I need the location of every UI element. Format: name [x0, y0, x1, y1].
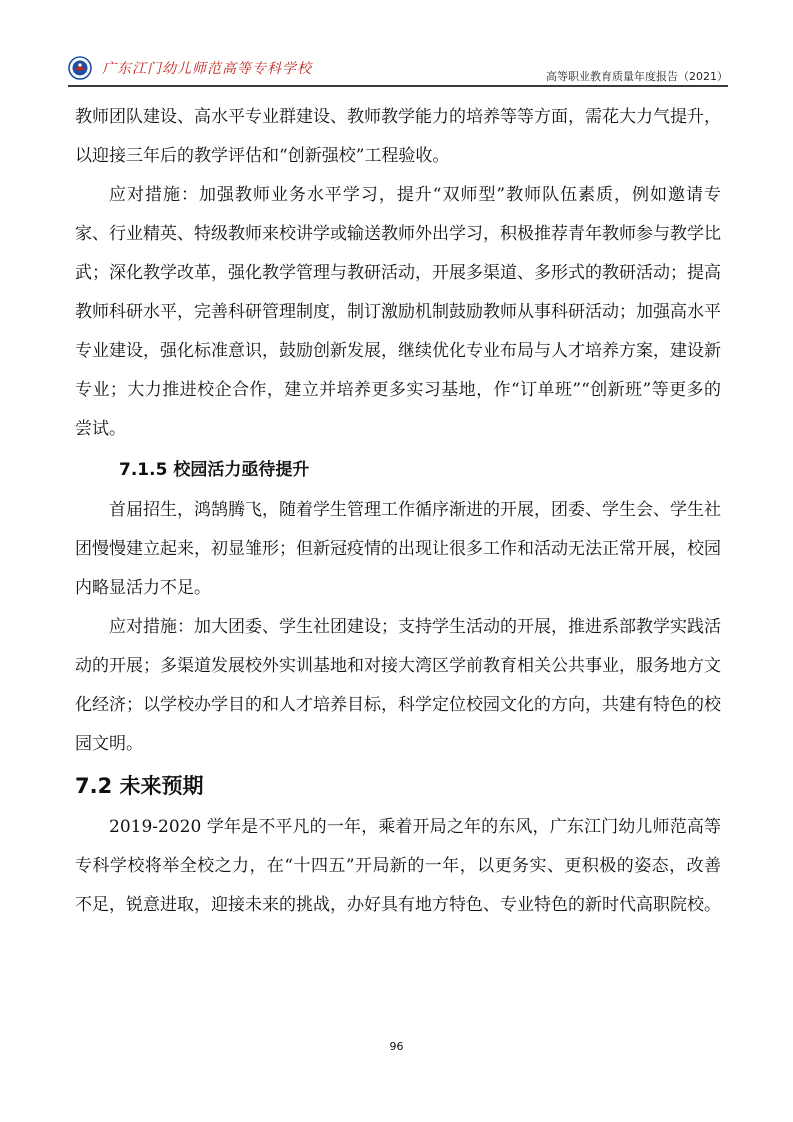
- header-divider: [68, 85, 728, 87]
- school-emblem-icon: [68, 56, 92, 80]
- paragraph-future-outlook: 2019-2020 学年是不平凡的一年，乘着开局之年的东风，广东江门幼儿师范高等专科学校将举全校之力，在“十四五”开局新的一年，以更务实、更积极的姿态，改善不足，锐意进取，迎接未来的挑战，办好具有地方特色、专业特色的新时代高职院校。: [75, 817, 721, 915]
- section-heading-7-2: 7.2 未来预期: [75, 774, 204, 798]
- page-number: 96: [389, 1040, 404, 1053]
- section-heading-7-1-5: 7.1.5 校园活力亟待提升: [119, 460, 310, 480]
- paragraph-campus-vitality: 首届招生，鸿鹄腾飞，随着学生管理工作循序渐进的开展，团委、学生会、学生社团慢慢建立起来，初显雏形；但新冠疫情的出现让很多工作和活动无法正常开展，校园内略显活力不足。: [75, 500, 721, 598]
- document-body: [75, 98, 721, 925]
- paragraph-measures-teaching: 应对措施：加强教师业务水平学习，提升“双师型”教师队伍素质，例如邀请专家、行业精英、特级教师来校讲学或输送教师外出学习，积极推荐青年教师参与教学比武；深化教学改革，强化教学管理与教研活动，开展多渠道、多形式的教研活动；提高教师科研水平，完善科研管理制度，制订激励机制鼓励教师从事科研活动；加强高水平专业建设，强化标准意识，鼓励创新发展，继续优化专业布局与人才培养方案，建设新专业；大力推进校企合作，建立并培养更多实习基地，作“订单班”“创新班”等更多的尝试。: [75, 185, 721, 439]
- school-logo-text: 广东江门幼儿师范高等专科学校: [102, 61, 312, 77]
- report-title: 高等职业教育质量年度报告（2021）: [546, 70, 728, 83]
- page-header: [68, 52, 728, 86]
- paragraph-measures-campus: 应对措施：加大团委、学生社团建设；支持学生活动的开展，推进系部教学实践活动的开展；多渠道发展校外实训基地和对接大湾区学前教育相关公共事业，服务地方文化经济；以学校办学目的和人才培养目标，科学定位校园文化的方向，共建有特色的校园文明。: [75, 617, 721, 754]
- paragraph-continued: 教师团队建设、高水平专业群建设、教师教学能力的培养等等方面，需花大力气提升，以迎接三年后的教学评估和“创新强校”工程验收。: [75, 107, 721, 166]
